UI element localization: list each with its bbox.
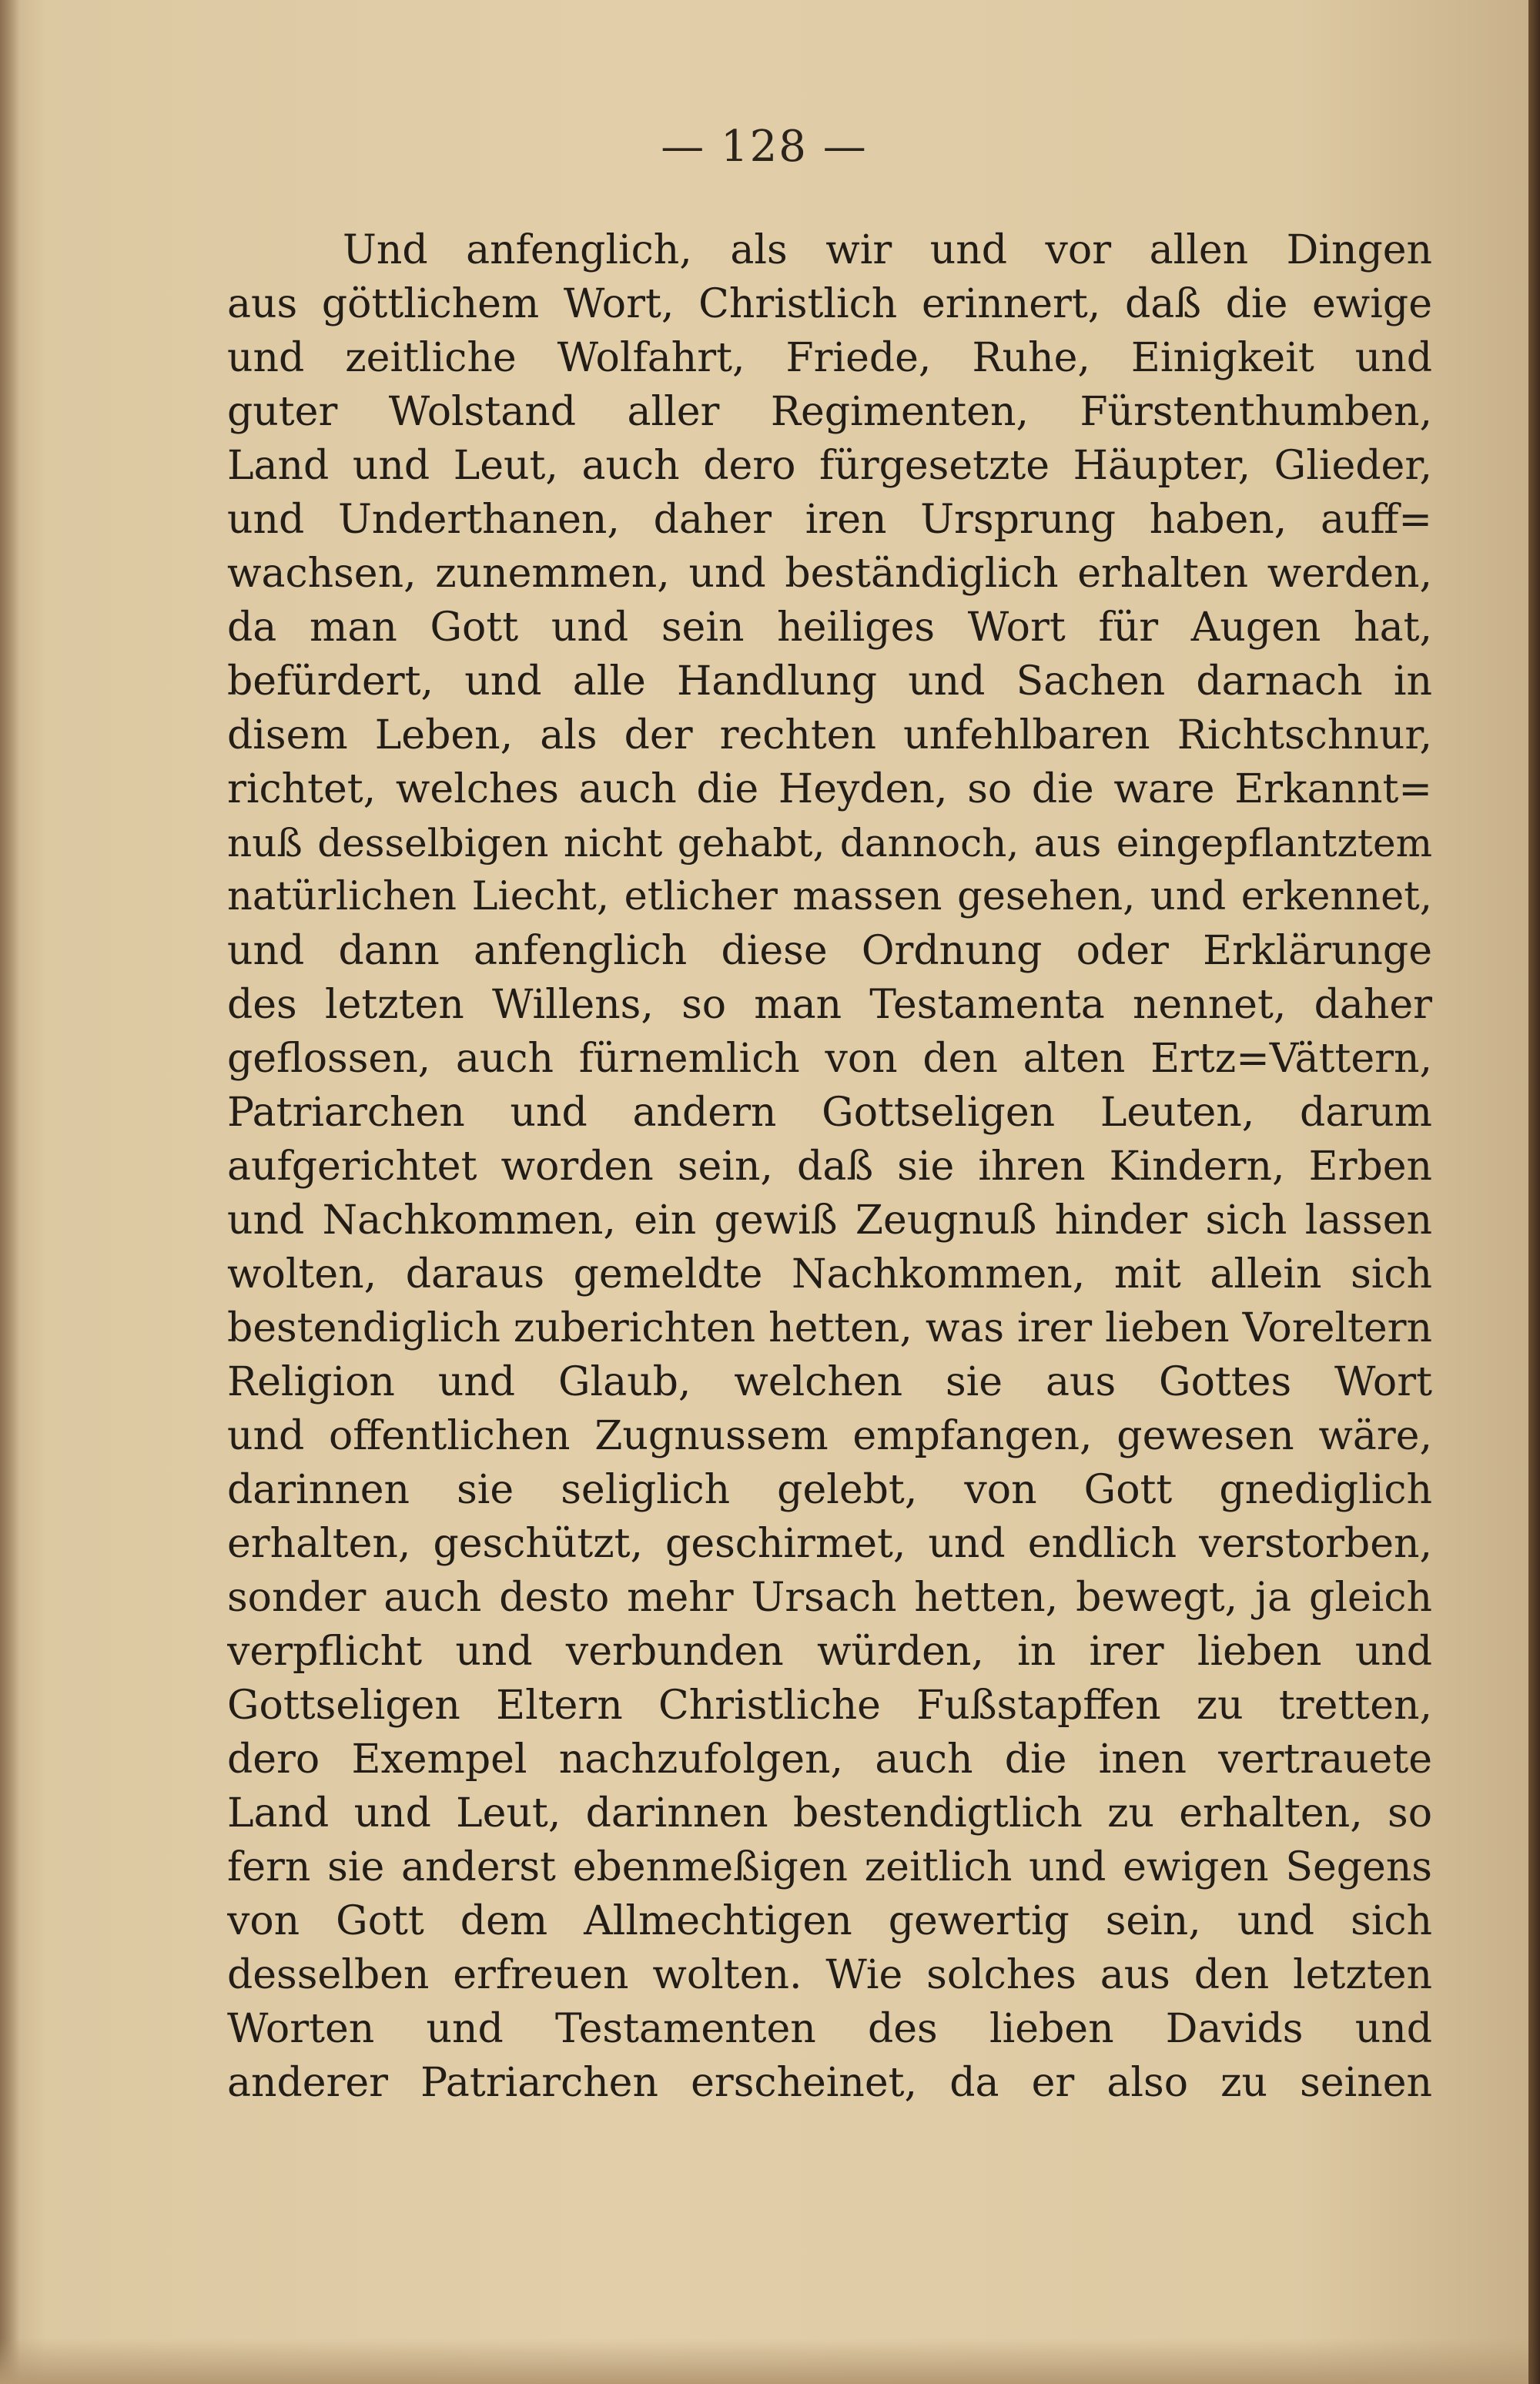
text-line: fern sie anderst ebenmeßigen zeitlich und ewigen Segens	[227, 1844, 1432, 1890]
text-line: und dann anfenglich diese Ordnung oder Erklärunge	[227, 928, 1432, 974]
text-line: aus göttlichem Wort, Christlich erinnert, daß die ewige	[227, 281, 1432, 327]
text-line: bestendiglich zuberichten hetten, was irer lieben Voreltern	[227, 1305, 1432, 1351]
text-line: befürdert, und alle Handlung und Sachen darnach in	[227, 658, 1432, 705]
text-line: aufgerichtet worden sein, daß sie ihren Kindern, Erben	[227, 1143, 1432, 1190]
text-line: Worten und Testamenten des lieben Davids und	[227, 2006, 1432, 2052]
text-line: und Nachkommen, ein gewiß Zeugnuß hinder sich lassen	[227, 1197, 1432, 1244]
text-line: desselben erfreuen wolten. Wie solches aus den letzten	[227, 1952, 1432, 1998]
text-line: wolten, daraus gemeldte Nachkommen, mit allein sich	[227, 1251, 1432, 1297]
text-line: von Gott dem Allmechtigen gewertig sein, und sich	[227, 1898, 1432, 1944]
text-line: darinnen sie seliglich gelebt, von Gott gnediglich	[227, 1467, 1432, 1513]
text-line: verpflicht und verbunden würden, in irer lieben und	[227, 1629, 1432, 1675]
page-gutter-shadow	[0, 0, 20, 2384]
book-spine-edge	[1528, 0, 1540, 2384]
text-line: guter Wolstand aller Regimenten, Fürstenthumben,	[227, 389, 1432, 435]
text-line: Patriarchen und andern Gottseligen Leuten, darum	[227, 1090, 1432, 1136]
text-line: Religion und Glaub, welchen sie aus Gottes Wort	[227, 1359, 1432, 1405]
text-line: dero Exempel nachzufolgen, auch die inen vertrauete	[227, 1736, 1432, 1783]
text-line: erhalten, geschützt, geschirmet, und endlich verstorben,	[227, 1521, 1432, 1567]
text-line: da man Gott und sein heiliges Wort für Augen hat,	[227, 604, 1432, 651]
page-number-header: — 128 —	[661, 122, 868, 172]
text-line: richtet, welches auch die Heyden, so die ware Erkannt=	[227, 766, 1432, 812]
text-line: und zeitliche Wolfahrt, Friede, Ruhe, Einigkeit und	[227, 335, 1432, 381]
text-line: Land und Leut, darinnen bestendigtlich zu erhalten, so	[227, 1790, 1432, 1837]
text-line: sonder auch desto mehr Ursach hetten, bewegt, ja gleich	[227, 1575, 1432, 1621]
page-bottom-edge	[0, 2338, 1528, 2384]
text-line: und offentlichen Zugnussem empfangen, gewesen wäre,	[227, 1413, 1432, 1459]
text-line: natürlichen Liecht, etlicher massen gesehen, und erkennet,	[227, 874, 1432, 919]
text-line: Gottseligen Eltern Christliche Fußstapffen zu tretten,	[227, 1683, 1432, 1729]
text-line: geflossen, auch fürnemlich von den alten Ertz=Vättern,	[227, 1036, 1432, 1082]
text-line: des letzten Willens, so man Testamenta nennet, daher	[227, 982, 1432, 1028]
text-line: Und anfenglich, als wir und vor allen Dingen	[343, 227, 1432, 273]
text-line: und Underthanen, daher iren Ursprung haben, auff=	[227, 497, 1432, 543]
text-line: Land und Leut, auch dero fürgesetzte Häupter, Glieder,	[227, 443, 1432, 489]
body-text	[227, 223, 1432, 2110]
text-line: disem Leben, als der rechten unfehlbaren Richtschnur,	[227, 712, 1432, 758]
text-line: wachsen, zunemmen, und beständiglich erhalten werden,	[227, 551, 1432, 597]
text-line: nuß desselbigen nicht gehabt, dannoch, aus eingepflantztem	[227, 821, 1432, 866]
text-line: anderer Patriarchen erscheinet, da er also zu seinen	[227, 2060, 1432, 2106]
